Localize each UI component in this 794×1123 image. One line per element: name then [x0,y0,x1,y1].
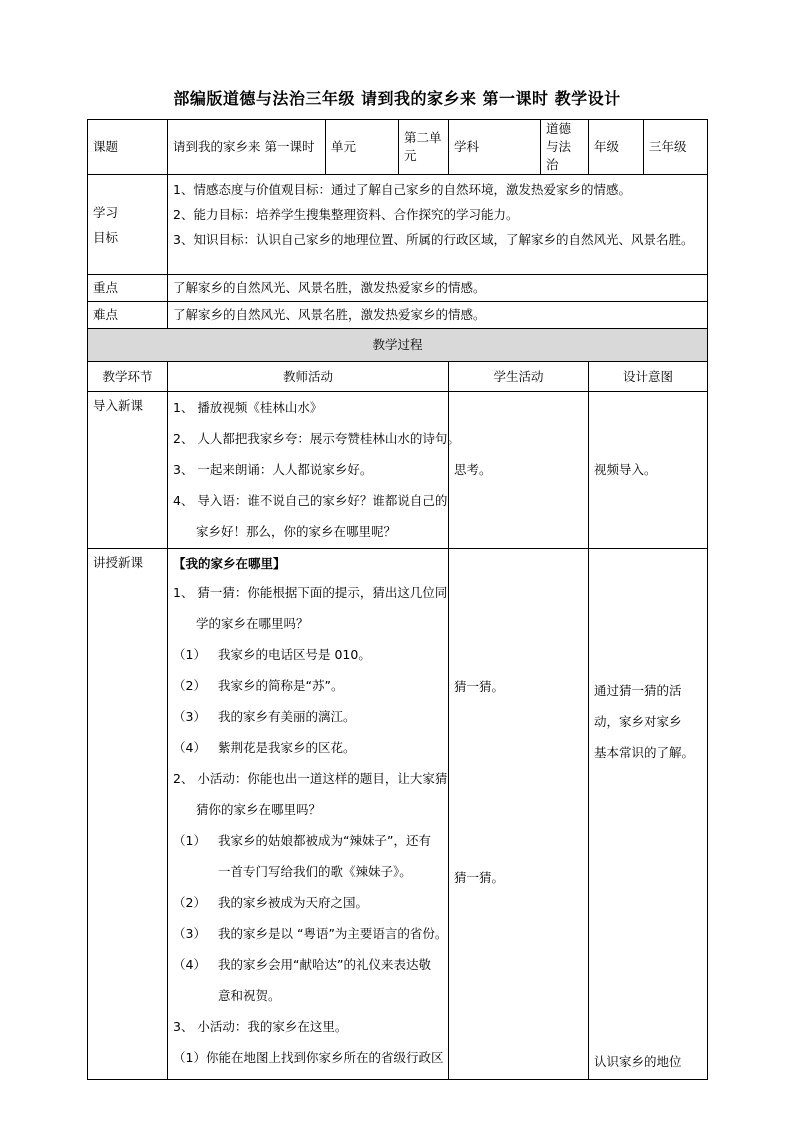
section-heading: 【我的家乡在哪里】 [173,556,286,571]
list-item: 猜你的家乡在哪里吗？ [196,802,322,817]
list-item: 一首专门写给我们的歌《辣妹子》。 [218,864,412,879]
section-intro-student: 思考。 [449,392,589,549]
section-intro-name: 导入新课 [88,392,168,549]
col-intent: 设计意图 [589,362,708,392]
student-activity-2: 猜一猜。 [454,870,505,885]
difficult-point-row [88,302,708,329]
list-item: （3） 我的家乡是以 “粤语”为主要语言的省份。 [173,926,448,941]
list-item: 3、 小活动：我的家乡在这里。 [173,1019,348,1034]
section-new-teacher [168,549,449,1080]
topic-value: 请到我的家乡来 第一课时 [168,120,326,175]
intent-text-2: 认识家乡的地位 [594,1054,682,1069]
unit-value: 第二单元 [399,120,449,175]
grade-label: 年级 [589,120,644,175]
page-title: 部编版道德与法治三年级 请到我的家乡来 第一课时 教学设计 [173,89,621,108]
section-intro-intent: 视频导入。 [589,392,708,549]
list-item: 2、 人人都把我家乡夸：展示夸赞桂林山水的诗句。 [173,431,460,446]
subject-label: 学科 [449,120,541,175]
list-item: 意和祝贺。 [218,988,281,1003]
col-stage: 教学环节 [88,362,168,392]
list-item: （4） 紫荆花是我家乡的区花。 [173,740,356,755]
list-item: （1）你能在地图上找到你家乡所在的省级行政区 [173,1050,444,1065]
info-row [88,120,708,175]
key-point-row [88,275,708,302]
goal-item: 1、情感态度与价值观目标：通过了解自己家乡的自然环境，激发热爱家乡的情感。 [173,182,631,197]
process-header-row [88,329,708,362]
goals-row [88,175,708,275]
goals-label: 学习 目标 [88,175,168,275]
col-student: 学生活动 [449,362,589,392]
intent-text-1: 通过猜一猜的活 动，家乡对家乡 基本常识的了解。 [594,683,695,760]
section-new-intent [589,549,708,1080]
section-intro-row [88,392,708,549]
list-item: 3、 一起来朗诵：人人都说家乡好。 [173,462,373,477]
list-item: （1） 我家乡的姑娘都被成为“辣妹子”，还有 [173,833,431,848]
key-point-value: 了解家乡的自然风光、风景名胜，激发热爱家乡的情感。 [168,275,708,302]
list-item: 家乡好！那么，你的家乡在哪里呢？ [196,524,397,539]
goals-content [168,175,708,275]
section-new-name: 讲授新课 [88,549,168,1080]
goal-item: 2、能力目标：培养学生搜集整理资料、合作探究的学习能力。 [173,207,519,222]
section-new-row [88,549,708,1080]
goal-item: 3、知识目标：认识自己家乡的地理位置、所属的行政区域，了解家乡的自然风光、风景名胜。 [173,232,694,247]
list-item: 2、 小活动：你能也出一道这样的题目，让大家猜 [173,771,448,786]
key-point-label: 重点 [88,275,168,302]
list-item: （2） 我家乡的简称是“苏”。 [173,678,344,693]
student-activity-1: 猜一猜。 [454,679,505,694]
list-item: （3） 我的家乡有美丽的漓江。 [173,709,356,724]
section-new-student [449,549,589,1080]
column-header-row [88,362,708,392]
list-item: （4） 我的家乡会用“献哈达”的礼仪来表达敬 [173,957,431,972]
col-teacher: 教师活动 [168,362,449,392]
list-item: 1、 播放视频《桂林山水》 [173,400,323,415]
process-header: 教学过程 [88,329,708,362]
difficult-point-value: 了解家乡的自然风光、风景名胜，激发热爱家乡的情感。 [168,302,708,329]
subject-value: 道德与法治 [541,120,589,175]
grade-value: 三年级 [644,120,708,175]
unit-label: 单元 [326,120,399,175]
list-item: 1、 猜一猜：你能根据下面的提示，猜出这几位同 [173,585,448,600]
difficult-point-label: 难点 [88,302,168,329]
lesson-plan-table [87,119,708,1080]
section-intro-teacher [168,392,460,549]
list-item: （2） 我的家乡被成为天府之国。 [173,895,369,910]
list-item: 4、 导入语：谁不说自己的家乡好？谁都说自己的 [173,493,448,508]
list-item: 学的家乡在哪里吗？ [196,616,309,631]
list-item: （1） 我家乡的电话区号是 010。 [173,647,371,662]
topic-label: 课题 [88,120,168,175]
